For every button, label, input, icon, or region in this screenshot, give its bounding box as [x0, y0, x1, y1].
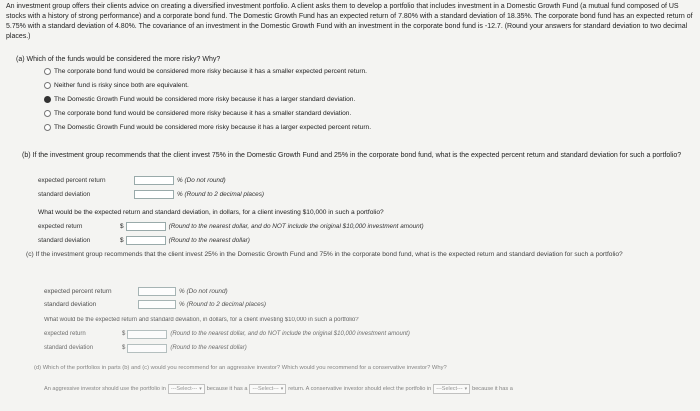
option-text: The corporate bond fund would be considered more risky because it has a smaller expected percent return. [54, 68, 368, 75]
field-label: standard deviation [44, 345, 94, 351]
option-text: The Domestic Growth Fund would be considered more risky because it has a larger expected percent return. [54, 124, 372, 131]
sentence-text: return. A conservative investor should elect the portfolio in [288, 385, 432, 392]
field-label: expected return [44, 331, 86, 337]
radio-button[interactable] [44, 124, 51, 131]
part-b-sd-dollar-row [38, 236, 250, 245]
part-d-answer-sentence [44, 384, 513, 394]
sentence-text: because it has a [472, 385, 513, 392]
option-text: Neither fund is risky since both are equivalent. [54, 82, 189, 89]
part-b-question: (b) If the investment group recommends that the client invest 75% in the Domestic Growth Fund and 25% in the corporate bond fund, what is the expected percent return and standard deviation for such a portfolio? [22, 152, 682, 159]
part-a-option-4[interactable] [44, 109, 351, 118]
radio-button[interactable] [44, 68, 51, 75]
part-a-option-2[interactable] [44, 81, 189, 90]
dollar-sign: $ [120, 223, 124, 230]
part-c-sd-row [44, 300, 266, 309]
part-d-conservative-portfolio-select[interactable] [433, 384, 470, 394]
part-b-sd-dollar-input[interactable] [126, 236, 166, 245]
field-hint: (Round to the nearest dollar) [170, 345, 247, 351]
chevron-down-icon: ▾ [199, 385, 202, 392]
part-c-sd-dollar-row [44, 344, 247, 353]
dollar-sign: $ [120, 237, 124, 244]
field-label: expected percent return [38, 177, 106, 184]
part-c-sd-dollar-input[interactable] [127, 344, 167, 353]
sentence-text: because it has a [206, 385, 248, 392]
radio-button[interactable] [44, 110, 51, 117]
option-text: The corporate bond fund would be considered more risky because it has a smaller standard deviation. [54, 110, 352, 117]
part-b-expected-return-dollar-input[interactable] [126, 222, 166, 231]
field-hint: % (Do not round) [179, 288, 228, 295]
part-d-question: (d) Which of the portfolios in parts (b) and (c) would you recommend for an aggressive investor? Which would you recommend for a conservative investor? Why? [34, 365, 447, 371]
part-b-sd-percent-input[interactable] [134, 190, 174, 199]
part-d-aggressive-portfolio-select[interactable] [168, 384, 205, 394]
part-c-dollar-question: What would be the expected return and standard deviation, in dollars, for a client investing $10,000 in such a portfolio? [44, 317, 359, 323]
field-label: standard deviation [38, 191, 91, 198]
part-a-option-3[interactable] [44, 95, 355, 104]
field-label: expected percent return [44, 288, 112, 295]
option-text: The Domestic Growth Fund would be considered more risky because it has a larger standard deviation. [54, 96, 356, 103]
part-b-expected-percent-input[interactable] [134, 176, 174, 185]
part-c-question: (c) If the investment group recommends that the client invest 25% in the Domestic Growth Fund and 75% in the corporate bond fund, what is the expected return and standard deviation for such a portfolio? [26, 251, 623, 258]
part-c-er-dollar-row [44, 330, 410, 339]
part-a-option-1[interactable] [44, 67, 367, 76]
field-hint: (Round to the nearest dollar, and do NOT include the original $10,000 investment amount) [170, 331, 410, 337]
part-b-sd-row [38, 190, 264, 199]
part-b-er-dollar-row [38, 222, 424, 231]
part-a-option-5[interactable] [44, 123, 371, 132]
select-text: ---Select--- [436, 385, 463, 392]
part-c-sd-percent-input[interactable] [138, 300, 176, 309]
part-c-expected-return-dollar-input[interactable] [127, 330, 167, 339]
field-label: standard deviation [44, 301, 97, 308]
radio-button[interactable] [44, 82, 51, 89]
radio-button-selected[interactable] [44, 96, 51, 103]
field-hint: (Round to the nearest dollar) [168, 237, 250, 244]
dollar-sign: $ [122, 345, 126, 351]
part-c-expected-row [44, 287, 228, 296]
field-hint: % (Do not round) [177, 177, 226, 184]
field-label: expected return [38, 223, 83, 230]
field-hint: % (Round to 2 decimal places) [179, 301, 267, 308]
part-a-question: (a) Which of the funds would be considered the more risky? Why? [16, 56, 221, 63]
problem-intro: An investment group offers their clients advice on creating a diversified investment portfolio. A client asks them to develop a portfolio that includes investment in a Domestic Growth Fund (a mutual fund composed of US stocks with a history of strong performance) and a corporate bond fund. The Domestic Growth Fund has an expected return of 7.80% with a standard deviation of 18.35%. The corporate bond fund has an expected return of 5.75% with a standard deviation of 4.80%. The covariance of an investment in the Domestic Growth Fund with an investment in the corporate bond fund is -12.7. (Round your answers for standard deviation to two decimal places.) [6, 3, 693, 40]
part-b-dollar-question: What would be the expected return and standard deviation, in dollars, for a client investing $10,000 in such a portfolio? [38, 209, 384, 216]
select-text: ---Select--- [170, 385, 198, 392]
chevron-down-icon: ▾ [464, 385, 468, 392]
part-d-return-level-select[interactable] [249, 384, 286, 394]
dollar-sign: $ [122, 331, 126, 337]
select-text: ---Select--- [252, 385, 279, 392]
sentence-text: An aggressive investor should use the portfolio in [44, 385, 166, 392]
field-hint: % (Round to 2 decimal places) [177, 191, 265, 198]
part-c-expected-percent-input[interactable] [138, 287, 176, 296]
part-b-expected-row [38, 176, 226, 185]
field-label: standard deviation [38, 237, 91, 244]
chevron-down-icon: ▾ [280, 385, 284, 392]
field-hint: (Round to the nearest dollar, and do NOT include the original $10,000 investment amount) [168, 223, 424, 230]
